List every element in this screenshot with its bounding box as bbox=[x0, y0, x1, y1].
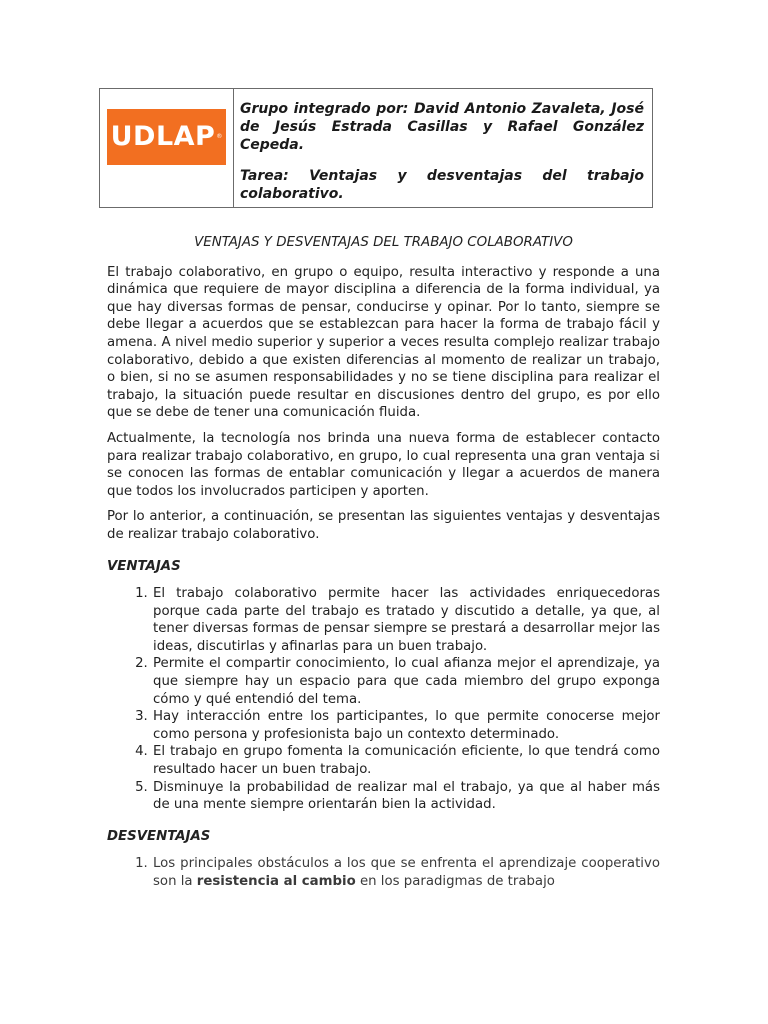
document-body bbox=[107, 234, 660, 891]
ventajas-list bbox=[107, 585, 660, 814]
desventaja-bold-term: resistencia al cambio bbox=[196, 874, 356, 889]
header-info-cell bbox=[234, 89, 652, 207]
desventaja-text-after: en los paradigmas de trabajo bbox=[355, 874, 555, 889]
list-item: 5. Disminuye la probabilidad de realizar mal el trabajo, ya que al haber más de una mente siempre orientarán bien la actividad. bbox=[152, 779, 660, 814]
list-item bbox=[152, 855, 660, 890]
document-title: VENTAJAS Y DESVENTAJAS DEL TRABAJO COLABORATIVO bbox=[194, 235, 573, 250]
udlap-logo bbox=[107, 109, 226, 165]
desventajas-heading: DESVENTAJAS bbox=[107, 828, 211, 844]
list-item: 4. El trabajo en grupo fomenta la comunicación eficiente, lo que tendrá como resultado hacer un buen trabajo. bbox=[152, 743, 660, 778]
desventaja-text-before: Los principales obstáculos a los que se enfrenta el aprendizaje cooperativo son la bbox=[153, 856, 660, 889]
paragraph-transition: Por lo anterior, a continuación, se presentan las siguientes ventajas y desventajas de realizar trabajo colaborativo. bbox=[107, 509, 660, 542]
paragraph-intro: El trabajo colaborativo, en grupo o equipo, resulta interactivo y responde a una dinámica que requiere de mayor disciplina a diferencia de la forma individual, ya que hay diversas formas de pensar, conducirse y opinar. Por lo tanto, siempre se debe llegar a acuerdos que se establezcan para hacer la forma de trabajo fácil y amena. A nivel medio superior y superior a veces resulta complejo realizar trabajo colaborativo, debido a que existen diferencias al momento de realizar un trabajo, o bien, si no se asumen responsabilidades y no se tiene disciplina para realizar el trabajo, la situación puede resultar en discusiones dentro del grupo, es por ello que se debe de tener una comunicación fluida. bbox=[107, 264, 660, 421]
list-item: 2. Permite el compartir conocimiento, lo cual afianza mejor el aprendizaje, ya que siempre hay un espacio para que cada miembro del grupo exponga cómo y qué entendió del tema. bbox=[152, 655, 660, 708]
paragraph-technology: Actualmente, la tecnología nos brinda una nueva forma de establecer contacto para realizar trabajo colaborativo, en grupo, lo cual representa una gran ventaja si se conocen las formas de entablar comunicación y llegar a acuerdos de manera que todos los involucrados participen y aporten. bbox=[107, 430, 660, 499]
list-item: 3. Hay interacción entre los participantes, lo que permite conocerse mejor como persona y profesionista bajo un contexto determinado. bbox=[152, 708, 660, 743]
logo-registered-mark: ® bbox=[216, 133, 223, 141]
logo-cell bbox=[100, 89, 234, 207]
list-item: 1. El trabajo colaborativo permite hacer las actividades enriquecedoras porque cada parte del trabajo es tratado y discutido a detalle, ya que, al tener diversas formas de pensar siempre se prestará a desarrollar mejor las ideas, discutirlas y afinarlas para un buen trabajo. bbox=[152, 585, 660, 655]
ventajas-heading: VENTAJAS bbox=[107, 558, 181, 574]
desventajas-list bbox=[107, 855, 660, 890]
header-table bbox=[99, 88, 653, 208]
task-line: Tarea: Ventajas y desventajas del trabajo colaborativo. bbox=[240, 168, 644, 202]
logo-text: UDLAP bbox=[110, 121, 216, 153]
group-members-line: Grupo integrado por: David Antonio Zavaleta, José de Jesús Estrada Casillas y Rafael González Cepeda. bbox=[240, 101, 644, 153]
